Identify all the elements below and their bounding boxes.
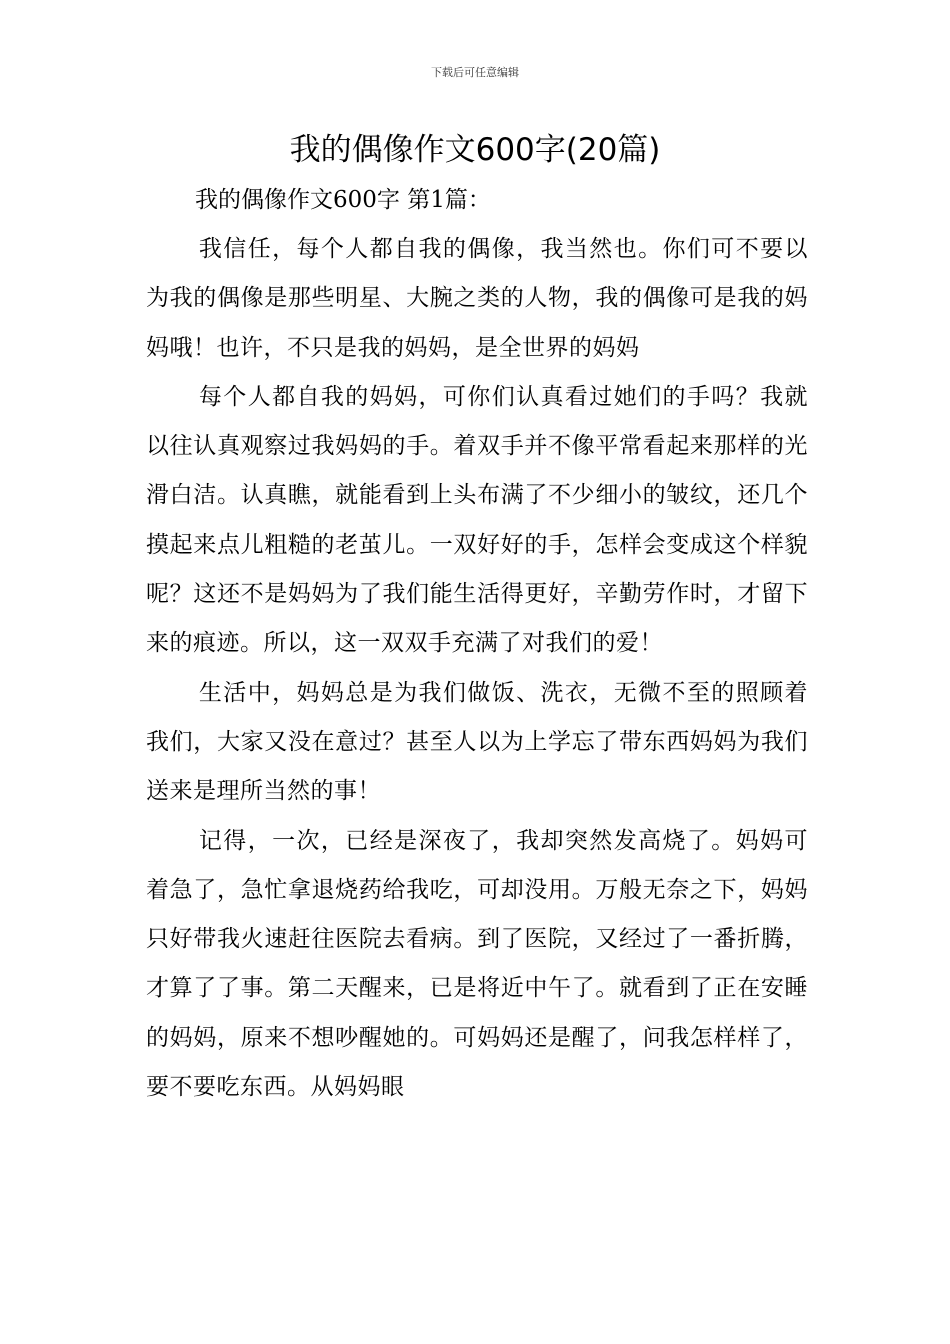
- header-note: 下载后可任意编辑: [431, 66, 519, 79]
- section-heading: 我的偶像作文600字 第1篇：: [195, 187, 491, 213]
- paragraph: 生活中，妈妈总是为我们做饭、洗衣，无微不至的照顾着我们，大家又没在意过？甚至人以为上学忘了带东西妈妈为我们送来是理所当然的事！: [146, 679, 808, 805]
- paragraph: 我信任，每个人都自我的偶像，我当然也。你们可不要以为我的偶像是那些明星、大腕之类的人物，我的偶像可是我的妈妈哦！也许，不只是我的妈妈，是全世界的妈妈: [146, 236, 808, 361]
- paragraph: 每个人都自我的妈妈，可你们认真看过她们的手吗？我就以往认真观察过我妈妈的手。着双手并不像平常看起来那样的光滑白洁。认真瞧，就能看到上头布满了不少细小的皱纹，还几个摸起来点儿粗糙的老茧儿。一双好好的手，怎样会变成这个样貌呢？这还不是妈妈为了我们能生活得更好，辛勤劳作时，才留下来的痕迹。所以，这一双双手充满了对我们的爱！: [146, 383, 808, 657]
- paragraph: 记得，一次，已经是深夜了，我却突然发高烧了。妈妈可着急了，急忙拿退烧药给我吃，可却没用。万般无奈之下，妈妈只好带我火速赶往医院去看病。到了医院，又经过了一番折腾，才算了了事。第二天醒来，已是将近中午了。就看到了正在安睡的妈妈，原来不想吵醒她的。可妈妈还是醒了，问我怎样样了，要不要吃东西。从妈妈眼: [146, 827, 808, 1101]
- body-text: [146, 225, 808, 1112]
- document-title: 我的偶像作文600字(20篇): [289, 132, 661, 168]
